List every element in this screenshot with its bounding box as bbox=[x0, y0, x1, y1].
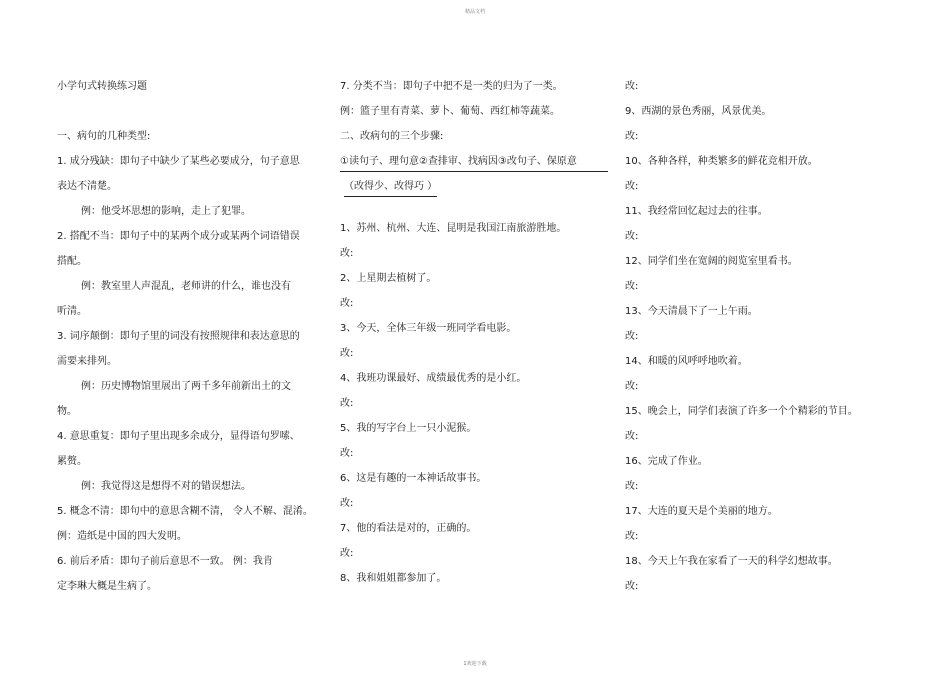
exercise-item: 4、我班功课最好、成绩最优秀的是小红。 bbox=[340, 373, 527, 384]
type-item: 3. 词序颠倒：即句子里的词没有按照规律和表达意思的 bbox=[57, 331, 300, 342]
example-cont: 物。 bbox=[57, 406, 77, 417]
answer-prompt: 改: bbox=[625, 531, 639, 542]
answer-prompt: 改: bbox=[625, 431, 639, 442]
answer-prompt: 改: bbox=[625, 181, 639, 192]
exercise-item: 12、同学们坐在宽阔的阅览室里看书。 bbox=[625, 256, 798, 267]
answer-prompt: 改: bbox=[625, 131, 639, 142]
exercise-item: 8、我和姐姐都参加了。 bbox=[340, 573, 447, 584]
example-text: 例：历史博物馆里展出了两千多年前新出土的文 bbox=[81, 381, 291, 392]
type-item-cont: 累赘。 bbox=[57, 456, 87, 467]
example-text: 例：他受坏思想的影响，走上了犯罪。 bbox=[81, 206, 251, 217]
answer-prompt: 改: bbox=[340, 348, 354, 359]
exercise-item: 10、各种各样，种类繁多的鲜花竞相开放。 bbox=[625, 156, 818, 167]
answer-prompt: 改: bbox=[625, 581, 639, 592]
steps-line: ①读句子、理句意②查排审、找病因③改句子、保原意 bbox=[340, 153, 608, 172]
answer-prompt: 改: bbox=[340, 448, 354, 459]
type-item-cont: 需要来排列。 bbox=[57, 356, 117, 367]
exercise-item: 13、今天清晨下了一上午雨。 bbox=[625, 306, 758, 317]
section-heading: 二、改病句的三个步骤: bbox=[340, 131, 444, 142]
answer-prompt: 改: bbox=[625, 81, 639, 92]
answer-prompt: 改: bbox=[625, 381, 639, 392]
page-footer: 1欢迎下载 bbox=[463, 661, 487, 667]
type-item-cont: 表达不清楚。 bbox=[57, 181, 117, 192]
example-text: 例：篮子里有青菜、萝卜、葡萄、西红柿等蔬菜。 bbox=[340, 106, 560, 117]
exercise-item: 5、我的写字台上一只小泥猴。 bbox=[340, 423, 477, 434]
type-item-cont: 搭配。 bbox=[57, 256, 87, 267]
middle-column bbox=[340, 74, 615, 591]
answer-prompt: 改: bbox=[625, 331, 639, 342]
steps-line-cont: （改得少、改得巧 ） bbox=[344, 178, 437, 197]
section-heading: 一、病句的几种类型: bbox=[57, 131, 151, 142]
type-item: 5. 概念不清：即句中的意思含糊不清， 令人不解、混淆。 bbox=[57, 506, 313, 517]
exercise-item: 14、和暖的风呼呼地吹着。 bbox=[625, 356, 748, 367]
document-title: 小学句式转换练习题 bbox=[57, 81, 147, 92]
answer-prompt: 改: bbox=[340, 398, 354, 409]
exercise-item: 6、这是有趣的一本神话故事书。 bbox=[340, 473, 487, 484]
exercise-item: 18、今天上午我在家看了一天的科学幻想故事。 bbox=[625, 556, 838, 567]
page-header: 精品文档 bbox=[464, 9, 485, 15]
exercise-item: 11、我经常回忆起过去的往事。 bbox=[625, 206, 768, 217]
type-item: 4. 意思重复：即句子里出现多余成分，显得语句罗嗦、 bbox=[57, 431, 300, 442]
exercise-item: 1、苏州、杭州、大连、昆明是我国江南旅游胜地。 bbox=[340, 223, 567, 234]
right-column bbox=[625, 74, 905, 599]
exercise-item: 16、完成了作业。 bbox=[625, 456, 708, 467]
example-cont: 定李琳大概是生病了。 bbox=[57, 581, 157, 592]
type-item: 7. 分类不当：即句子中把不是一类的归为了一类。 bbox=[340, 81, 563, 92]
answer-prompt: 改: bbox=[625, 231, 639, 242]
exercise-item: 2、上星期去植树了。 bbox=[340, 273, 437, 284]
exercise-item: 7、他的看法是对的，正确的。 bbox=[340, 523, 477, 534]
type-item: 2. 搭配不当：即句子中的某两个成分或某两个词语错误 bbox=[57, 231, 300, 242]
exercise-item: 17、大连的夏天是个美丽的地方。 bbox=[625, 506, 778, 517]
example-text: 例：我觉得这是想得不对的错误想法。 bbox=[81, 481, 251, 492]
example-text: 例：教室里人声混乱，老师讲的什么，谁也没有 bbox=[81, 281, 291, 292]
answer-prompt: 改: bbox=[340, 298, 354, 309]
left-column bbox=[57, 74, 327, 599]
blank-line bbox=[57, 99, 327, 124]
type-item: 6. 前后矛盾：即句子前后意思不一致。 例：我肯 bbox=[57, 556, 273, 567]
answer-prompt: 改: bbox=[625, 481, 639, 492]
example-text: 例：造纸是中国的四大发明。 bbox=[57, 531, 187, 542]
exercise-item: 9、西湖的景色秀丽，风景优美。 bbox=[625, 106, 772, 117]
answer-prompt: 改: bbox=[340, 498, 354, 509]
type-item: 1. 成分残缺：即句子中缺少了某些必要成分，句子意思 bbox=[57, 156, 300, 167]
exercise-item: 3、今天，全体三年级一班同学看电影。 bbox=[340, 323, 517, 334]
answer-prompt: 改: bbox=[340, 548, 354, 559]
exercise-item: 15、晚会上，同学们表演了许多一个个精彩的节目。 bbox=[625, 406, 858, 417]
answer-prompt: 改: bbox=[340, 248, 354, 259]
answer-prompt: 改: bbox=[625, 281, 639, 292]
example-cont: 听清。 bbox=[57, 306, 87, 317]
